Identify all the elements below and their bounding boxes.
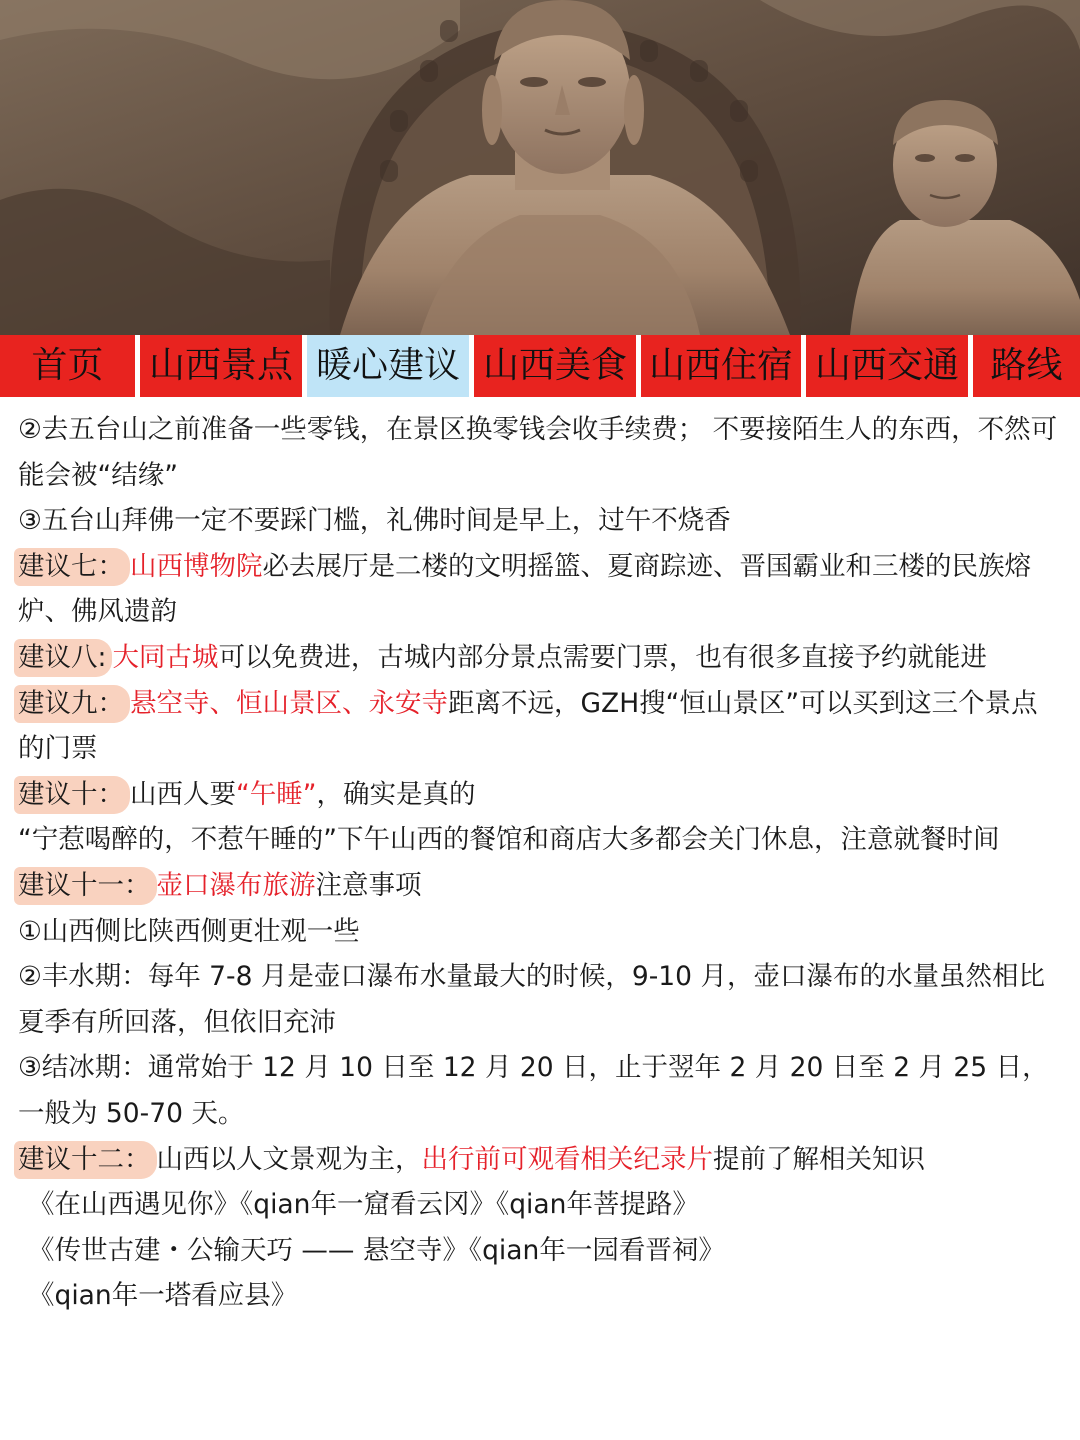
tip-twelve (18, 1137, 1062, 1183)
tip-body: 可以免费进，古城内部分景点需要门票，也有很多直接予约就能进 (218, 641, 987, 673)
paragraph-wutaishan-change: ②去五台山之前准备一些零钱，在景区换零钱会收手续费； 不要接陌生人的东西，不然可能会被“结缘” (18, 414, 1058, 491)
tip-body: 山西人要 (130, 778, 236, 810)
tip-body: ，确实是真的 (316, 778, 476, 810)
documentary-list-item: 《在山西遇见你》《qian年一窟看云冈》《qian年菩提路》 (28, 1189, 699, 1221)
tip-tag: 建议十一： (14, 867, 157, 905)
list-item: ②丰水期：每年 7-8 月是壶口瀑布水量最大的时候，9-10 月，壶口瀑布的水量虽然相比夏季有所回落，但依旧充沛 (18, 961, 1045, 1038)
tip-tag: 建议十： (14, 776, 130, 814)
hero-photo-buddha-statues (0, 0, 1080, 335)
tip-tag: 建议九： (14, 685, 130, 723)
tip-tag: 建议七： (14, 548, 130, 586)
tab-warm-tips[interactable]: 暖心建议 (307, 335, 474, 397)
tab-shanxi-lodging[interactable]: 山西住宿 (641, 335, 806, 397)
tip-body: 必去展厅是二楼的文明摇篮、夏商踪迹、晋国霸业和三楼的民族熔炉、佛风遗韵 (18, 550, 1031, 628)
tip-body: 注意事项 (315, 869, 422, 901)
tab-shanxi-food[interactable]: 山西美食 (474, 335, 641, 397)
tip-eleven (18, 863, 1062, 909)
highlight-text: 壶口瀑布旅游 (156, 869, 316, 901)
tab-routes[interactable]: 路线 (973, 335, 1080, 397)
tab-shanxi-attractions[interactable]: 山西景点 (140, 335, 307, 397)
top-nav (0, 335, 1080, 397)
tip-tag: 建议八: (14, 639, 112, 677)
article-content (0, 397, 1080, 1319)
tip-tag: 建议十二： (14, 1141, 157, 1179)
tip-body: 山西以人文景观为主， (156, 1143, 422, 1175)
tip-ten (18, 772, 1062, 818)
list-item: ③结冰期：通常始于 12 月 10 日至 12 月 20 日，止于翌年 2 月 20 日至 2 月 25 日，一般为 50-70 天。 (18, 1052, 1049, 1129)
highlight-text: 山西博物院 (130, 550, 263, 582)
documentary-list-item: 《qian年一塔看应县》 (28, 1280, 298, 1312)
tip-ten-detail: “宁惹喝醉的，不惹午睡的”下午山西的餐馆和商店大多都会关门休息，注意就餐时间 (18, 824, 1000, 856)
tip-body: 提前了解相关知识 (713, 1143, 925, 1175)
tab-home[interactable]: 首页 (0, 335, 140, 397)
documentary-list-item: 《传世古建・公输天巧 —— 悬空寺》《qian年一园看晋祠》 (28, 1234, 725, 1266)
highlight-text: 大同古城 (112, 641, 219, 673)
highlight-text: “午睡” (236, 778, 317, 810)
tip-body: 距离不远，GZH搜“恒山景区”可以买到这三个景点的门票 (18, 687, 1038, 765)
paragraph-wutaishan-threshold: ③五台山拜佛一定不要踩门槛，礼佛时间是早上，过午不烧香 (18, 505, 731, 537)
highlight-text: 出行前可观看相关纪录片 (421, 1143, 713, 1175)
list-item: ①山西侧比陕西侧更壮观一些 (18, 915, 360, 947)
buddha-statues-illustration (0, 0, 1080, 335)
tip-eight (18, 635, 1062, 681)
tip-seven (18, 544, 1062, 635)
tab-shanxi-transport[interactable]: 山西交通 (806, 335, 973, 397)
highlight-text: 悬空寺、恒山景区、永安寺 (130, 687, 448, 719)
tip-nine (18, 681, 1062, 772)
